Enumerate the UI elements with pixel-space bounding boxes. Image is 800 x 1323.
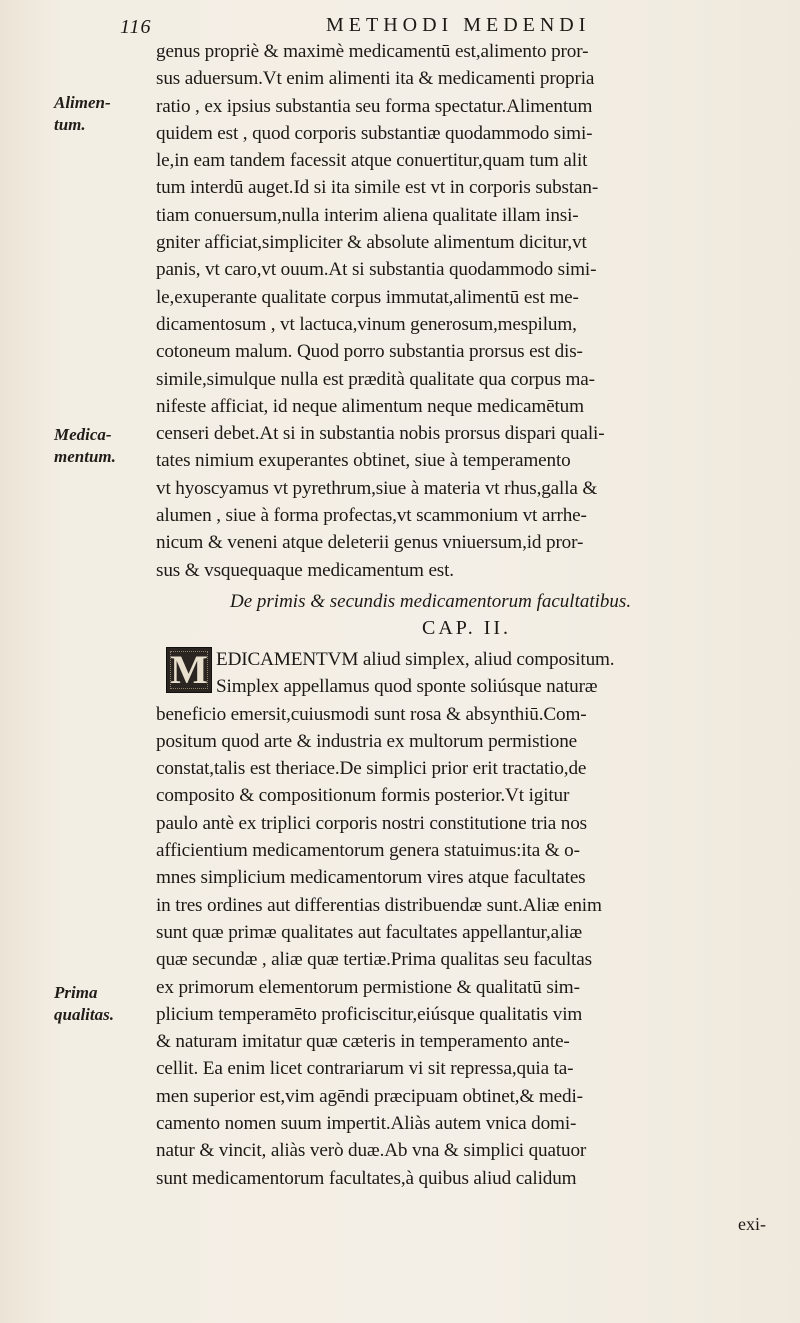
text-line: & naturam imitatur quæ cæteris in temperamento ante- — [156, 1031, 570, 1053]
running-title: METHODI MEDENDI — [326, 14, 591, 36]
text-line: camento nomen suum impertit.Aliàs autem vnica domi- — [156, 1113, 577, 1135]
text-line: gniter afficiat,simpliciter & absolute alimentum dicitur,vt — [156, 232, 587, 254]
text-line: cotoneum malum. Quod porro substantia prorsus est dis- — [156, 341, 583, 363]
text-line: panis, vt caro,vt ouum.At si substantia quodammodo simi- — [156, 259, 597, 281]
text-line: afficientium medicamentorum genera statuimus:ita & o- — [156, 840, 580, 862]
drop-cap-initial: M — [166, 647, 212, 693]
text-line: paulo antè ex triplici corporis nostri constitutione tria nos — [156, 812, 588, 834]
text-line: tum interdū auget.Id si ita simile est vt in corporis substan- — [156, 177, 599, 199]
text-line: cellit. Ea enim licet contrariarum vi sit repressa,quia ta- — [156, 1058, 574, 1080]
text-line: dicamentosum , vt lactuca,vinum generosum,mespilum, — [156, 313, 577, 335]
text-line: mnes simplicium medicamentorum vires atque facultates — [156, 867, 586, 889]
margin-note-prima-qualitas — [54, 982, 136, 1026]
text-line: vt hyoscyamus vt pyrethrum,siue à materia vt rhus,galla & — [156, 477, 598, 499]
margin-note-medicamentum — [54, 424, 136, 468]
text-line: sus & vsquequaque medicamentum est. — [156, 559, 454, 581]
text-line: le,exuperante qualitate corpus immutat,alimentū est me- — [156, 286, 579, 308]
page-number: 116 — [120, 16, 152, 38]
sub-heading: De primis & secundis medicamentorum facultatibus. — [230, 591, 632, 612]
text-line: alumen , siue à forma profectas,vt scammonium vt arrhe- — [156, 505, 587, 527]
text-line: natur & vincit, aliàs verò duæ.Ab vna & simplici quatuor — [156, 1140, 587, 1162]
text-line: simile,simulque nulla est prædità qualitate qua corpus ma- — [156, 368, 595, 390]
text-line: constat,talis est theriace.De simplici prior erit tractatio,de — [156, 758, 587, 780]
margin-note-line: Alimen- — [54, 93, 111, 112]
text-line: quæ secundæ , aliæ quæ tertiæ.Prima qualitas seu facultas — [156, 949, 592, 971]
text-line: genus propriè & maximè medicamentū est,alimento pror- — [156, 41, 589, 62]
text-line: nifeste afficiat, id neque alimentum neque medicamētum — [156, 395, 584, 417]
section-1-text — [156, 38, 786, 584]
section-2-text — [156, 646, 786, 1192]
text-line: plicium temperamēto proficiscitur,eiúsque qualitatis vim — [156, 1003, 583, 1025]
page-header — [120, 12, 780, 40]
text-line: ex primorum elementorum permistione & qualitatū sim- — [156, 976, 580, 998]
text-line: in tres ordines aut differentias distribuendæ sunt.Aliæ enim — [156, 894, 602, 916]
text-line: tates nimium exuperantes obtinet, siue à temperamento — [156, 450, 571, 472]
text-line: beneficio emersit,cuiusmodi sunt rosa & absynthiū.Com- — [156, 703, 587, 725]
margin-note-line: Medica- — [54, 425, 112, 444]
margin-note-line: Prima — [54, 983, 98, 1002]
text-line: sunt medicamentorum facultates,à quibus aliud calidum — [156, 1167, 577, 1189]
text-line: men superior est,vim agēndi præcipuam obtinet,& medi- — [156, 1085, 583, 1107]
text-line: tiam conuersum,nulla interim aliena qualitate illam insi- — [156, 204, 579, 226]
text-line: sus aduersum.Vt enim alimenti ita & medicamenti propria — [156, 68, 595, 90]
margin-note-line: qualitas. — [54, 1005, 114, 1024]
margin-note-line: mentum. — [54, 447, 116, 466]
text-line: nicum & veneni atque deleterii genus vniuersum,id pror- — [156, 532, 584, 554]
margin-note-alimentum — [54, 92, 136, 136]
chapter-heading: CAP. II. — [422, 617, 512, 639]
text-line: le,in eam tandem facessit atque conuertitur,quam tum alit — [156, 150, 588, 172]
text-line: Simplex appellamus quod sponte soliúsque naturæ — [216, 676, 598, 698]
text-line: censeri debet.At si in substantia nobis prorsus dispari quali- — [156, 423, 605, 445]
catchword: exi- — [738, 1214, 766, 1234]
text-line: quidem est , quod corporis substantiæ quodammodo simi- — [156, 122, 593, 144]
text-line: ratio , ex ipsius substantia seu forma spectatur.Alimentum — [156, 95, 593, 117]
text-line: positum quod arte & industria ex multorum permistione — [156, 730, 578, 752]
margin-note-line: tum. — [54, 115, 86, 134]
text-line: sunt quæ primæ qualitates aut facultates appellantur,aliæ — [156, 921, 583, 943]
text-line: EDICAMENTVM aliud simplex, aliud compositum. — [216, 649, 615, 670]
text-line: composito & compositionum formis posterior.Vt igitur — [156, 785, 570, 807]
